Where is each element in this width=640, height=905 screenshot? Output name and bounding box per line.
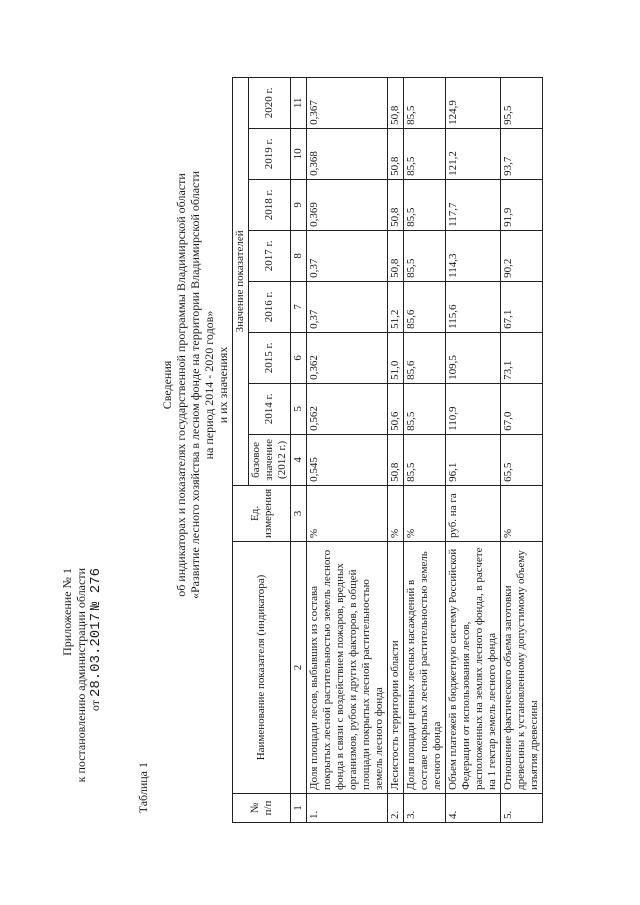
row-unit: % xyxy=(501,485,543,541)
row-value: 50,8 xyxy=(388,77,404,128)
header-year: 2017 г. xyxy=(249,230,291,281)
header-year: 2018 г. xyxy=(249,179,291,230)
row-unit: % xyxy=(307,485,388,541)
row-value: 114,3 xyxy=(446,230,501,281)
appendix-label: Приложение № 1 xyxy=(60,568,74,656)
row-value: 85,6 xyxy=(404,281,446,332)
title-line-3: «Развитие лесного хозяйства в лесном фонде на территории Владимирской области на период 2014 - 2020 годов» xyxy=(188,170,216,600)
row-indicator-name: Доля площади ценных лесных насаждений в составе покрытых лесной растительностью земель лесного фонда xyxy=(404,542,446,794)
row-value: 73,1 xyxy=(501,332,543,383)
row-value: 85,5 xyxy=(404,230,446,281)
row-value: 65,5 xyxy=(501,434,543,485)
row-value: 85,5 xyxy=(404,77,446,128)
row-value: 0,562 xyxy=(307,383,388,434)
document-title xyxy=(160,165,230,605)
date-prefix: от xyxy=(88,700,102,712)
row-value: 0,369 xyxy=(307,179,388,230)
column-number: 11 xyxy=(291,77,307,128)
title-line-2: об индикаторах и показателях государственной программы Владимирской области xyxy=(174,173,188,597)
table-row xyxy=(404,77,446,822)
column-number: 7 xyxy=(291,281,307,332)
title-line-4: и их значениях xyxy=(216,346,230,424)
row-no: 5. xyxy=(501,794,543,823)
row-value: 67,1 xyxy=(501,281,543,332)
row-value: 85,5 xyxy=(404,434,446,485)
table-label: Таблица 1 xyxy=(136,762,150,814)
resolution-label: к постановлению администрации области xyxy=(74,568,88,783)
table-row xyxy=(388,77,404,822)
row-indicator-name: Отношение фактического объема заготовки древесины к установленному допустимому объему изъятия древесины xyxy=(501,542,543,794)
header-name: Наименование показателя (индикатора) xyxy=(233,542,291,794)
row-value: 85,5 xyxy=(404,179,446,230)
row-value: 50,8 xyxy=(388,434,404,485)
column-number-row xyxy=(291,77,307,822)
header-year: 2020 г. xyxy=(249,77,291,128)
row-no: 4. xyxy=(446,794,501,823)
row-value: 50,8 xyxy=(388,230,404,281)
header-year: 2016 г. xyxy=(249,281,291,332)
header-year: 2014 г. xyxy=(249,383,291,434)
header-row-1 xyxy=(233,77,249,822)
row-value: 115,6 xyxy=(446,281,501,332)
column-number: 9 xyxy=(291,179,307,230)
indicators-table xyxy=(232,77,543,823)
row-value: 96,1 xyxy=(446,434,501,485)
row-indicator-name: Доля площади лесов, выбывших из состава покрытых лесной растительностью земель лесного фонда в связи с воздействием пожаров, вредных организмов, рубок и других факторов, в общей площади покрытых лесной растительностью земель лесного фонда xyxy=(307,542,388,794)
row-no: 1. xyxy=(307,794,388,823)
resolution-date-line xyxy=(88,568,103,782)
table-row xyxy=(446,77,501,822)
header-unit: Ед. измерения xyxy=(233,485,291,541)
title-line-1: Сведения xyxy=(160,360,174,410)
row-value: 67,0 xyxy=(501,383,543,434)
row-value: 90,2 xyxy=(501,230,543,281)
row-value: 117,7 xyxy=(446,179,501,230)
row-value: 50,6 xyxy=(388,383,404,434)
row-value: 85,5 xyxy=(404,128,446,179)
row-value: 85,6 xyxy=(404,332,446,383)
header-no: № п/п xyxy=(233,794,291,823)
row-value: 95,5 xyxy=(501,77,543,128)
column-number: 2 xyxy=(291,542,307,794)
column-number: 6 xyxy=(291,332,307,383)
row-no: 2. xyxy=(388,794,404,823)
row-value: 0,368 xyxy=(307,128,388,179)
column-number: 3 xyxy=(291,485,307,541)
column-number: 8 xyxy=(291,230,307,281)
row-value: 0,367 xyxy=(307,77,388,128)
header-year: 2015 г. xyxy=(249,332,291,383)
row-value: 124,9 xyxy=(446,77,501,128)
row-value: 85,5 xyxy=(404,383,446,434)
header-year: 2019 г. xyxy=(249,128,291,179)
resolution-number: № 276 xyxy=(88,568,104,611)
row-value: 51,2 xyxy=(388,281,404,332)
row-value: 110,9 xyxy=(446,383,501,434)
column-number: 5 xyxy=(291,383,307,434)
column-number: 1 xyxy=(291,794,307,823)
table-row xyxy=(307,77,388,822)
row-value: 51,0 xyxy=(388,332,404,383)
appendix-block xyxy=(60,568,103,782)
row-value: 0,545 xyxy=(307,434,388,485)
row-value: 0,362 xyxy=(307,332,388,383)
row-value: 0,37 xyxy=(307,230,388,281)
row-indicator-name: Лесистость территории области xyxy=(388,542,404,794)
row-unit: % xyxy=(404,485,446,541)
row-no: 3. xyxy=(404,794,446,823)
row-value: 91,9 xyxy=(501,179,543,230)
column-number: 4 xyxy=(291,434,307,485)
row-value: 93,7 xyxy=(501,128,543,179)
row-value: 0,37 xyxy=(307,281,388,332)
header-values-group: Значение показателей xyxy=(233,77,249,485)
row-indicator-name: Объем платежей в бюджетную систему Российской Федерации от использования лесов, расположенных на землях лесного фонда, в расчете на 1 гектар земель лесного фонда xyxy=(446,542,501,794)
row-unit: % xyxy=(388,485,404,541)
row-value: 50,8 xyxy=(388,128,404,179)
resolution-date: 28.03.2017 xyxy=(88,613,104,698)
row-value: 50,8 xyxy=(388,179,404,230)
table-row xyxy=(501,77,543,822)
header-year: базовое значение (2012 г.) xyxy=(249,434,291,485)
row-value: 109,5 xyxy=(446,332,501,383)
row-unit: руб. на га xyxy=(446,485,501,541)
column-number: 10 xyxy=(291,128,307,179)
row-value: 121,2 xyxy=(446,128,501,179)
